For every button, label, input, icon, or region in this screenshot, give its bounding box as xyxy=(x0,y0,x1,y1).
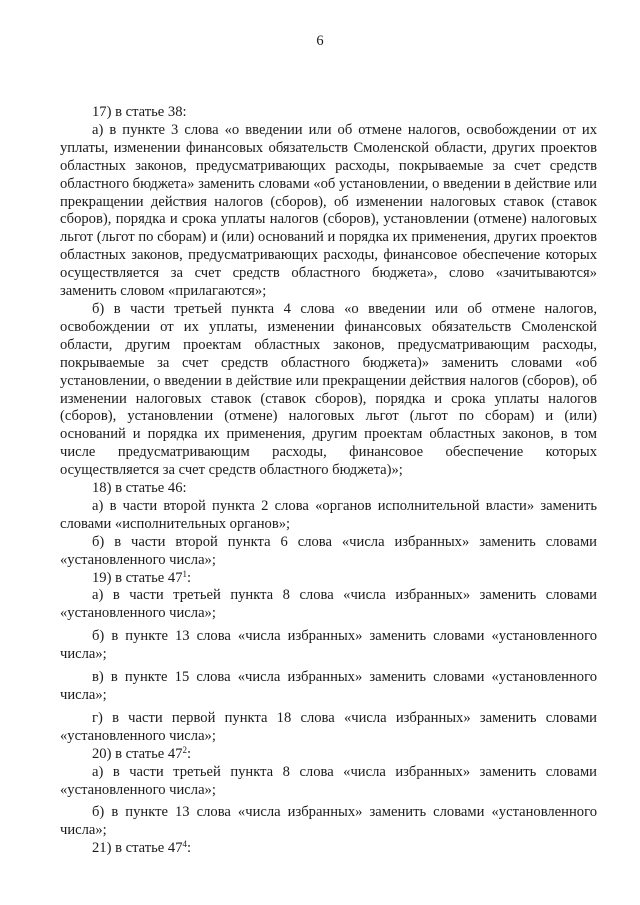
item-18-a: а) в части второй пункта 2 слова «органов исполнительной власти» заменить словами «исполнительных органов»; xyxy=(60,497,597,532)
item-19-heading-colon: : xyxy=(187,569,192,586)
item-20-a: а) в части третьей пункта 8 слова «числа избранных» заменить словами «установленного числа»; xyxy=(60,763,597,798)
item-17-a: а) в пункте 3 слова «о введении или об отмене налогов, освобождении от их уплаты, изменении финансовых обязательств Смоленской области, других проектов областных законов, предусматривающих расходы, покрываемые за счет средств областного бюджета» заменить словами «об установлении, о введении в действие или прекращении действия налогов (сборов), об изменении налоговых ставок (ставок сборов), порядка и срока уплаты налогов (сборов), установлении (отмене) налоговых льгот (льгот по сборам) и (или) оснований и порядка их применения, других проектов областных законов, предусматривающих расходы, финансовое обеспечение которых осуществляется за счет средств областного бюджета», слово «зачитываются» заменить словом «прилагаются»; xyxy=(60,121,597,300)
item-21-heading-text: 21) в статье 47 xyxy=(92,840,183,857)
document-body xyxy=(60,104,597,858)
item-21-superscript: 4 xyxy=(182,839,188,850)
item-20-heading-text: 20) в статье 47 xyxy=(92,745,183,762)
item-19-a: а) в части третьей пункта 8 слова «числа избранных» заменить словами «установленного числа»; xyxy=(60,587,597,622)
item-19-c: в) в пункте 15 слова «числа избранных» заменить словами «установленного числа»; xyxy=(60,669,597,703)
item-19-superscript: 1 xyxy=(182,568,188,579)
item-19-heading-text: 19) в статье 47 xyxy=(92,569,183,586)
item-20-b: б) в пункте 13 слова «числа избранных» заменить словами «установленного числа»; xyxy=(60,804,597,839)
item-17-heading: 17) в статье 38: xyxy=(92,104,187,120)
page-number: 6 xyxy=(316,33,324,49)
item-18-b: б) в части второй пункта 6 слова «числа избранных» заменить словами «установленного числа»; xyxy=(60,533,597,568)
item-20-heading xyxy=(60,746,597,764)
item-18-heading: 18) в статье 46: xyxy=(92,480,187,497)
item-21-heading xyxy=(60,840,597,858)
item-20-heading-colon: : xyxy=(187,745,192,762)
item-20-superscript: 2 xyxy=(182,744,188,755)
item-17-b: б) в части третьей пункта 4 слова «о введении или об отмене налогов, освобождении от их уплаты, изменении финансовых обязательств Смоленской области, другим проектам областных законов, предусматривающим расходы, покрываемые за счет средств областного бюджета)» заменить словами «об установлении, о введении в действие или прекращении действия налогов (сборов), об изменении налоговых ставок (ставок сборов), порядка и срока уплаты налогов (сборов), установлении (отмене) налоговых льгот (льгот по сборам) и (или) оснований и порядка их применения, другим проектам областных законов, в том числе предусматривающим расходы, финансовое обеспечение которых осуществляется за счет средств областного бюджета)»; xyxy=(60,300,597,479)
item-21-heading-colon: : xyxy=(187,840,192,857)
item-19-heading xyxy=(60,570,597,588)
item-19-d: г) в части первой пункта 18 слова «числа избранных» заменить словами «установленного числа»; xyxy=(60,709,597,744)
item-19-b: б) в пункте 13 слова «числа избранных» заменить словами «установленного числа»; xyxy=(60,628,597,663)
